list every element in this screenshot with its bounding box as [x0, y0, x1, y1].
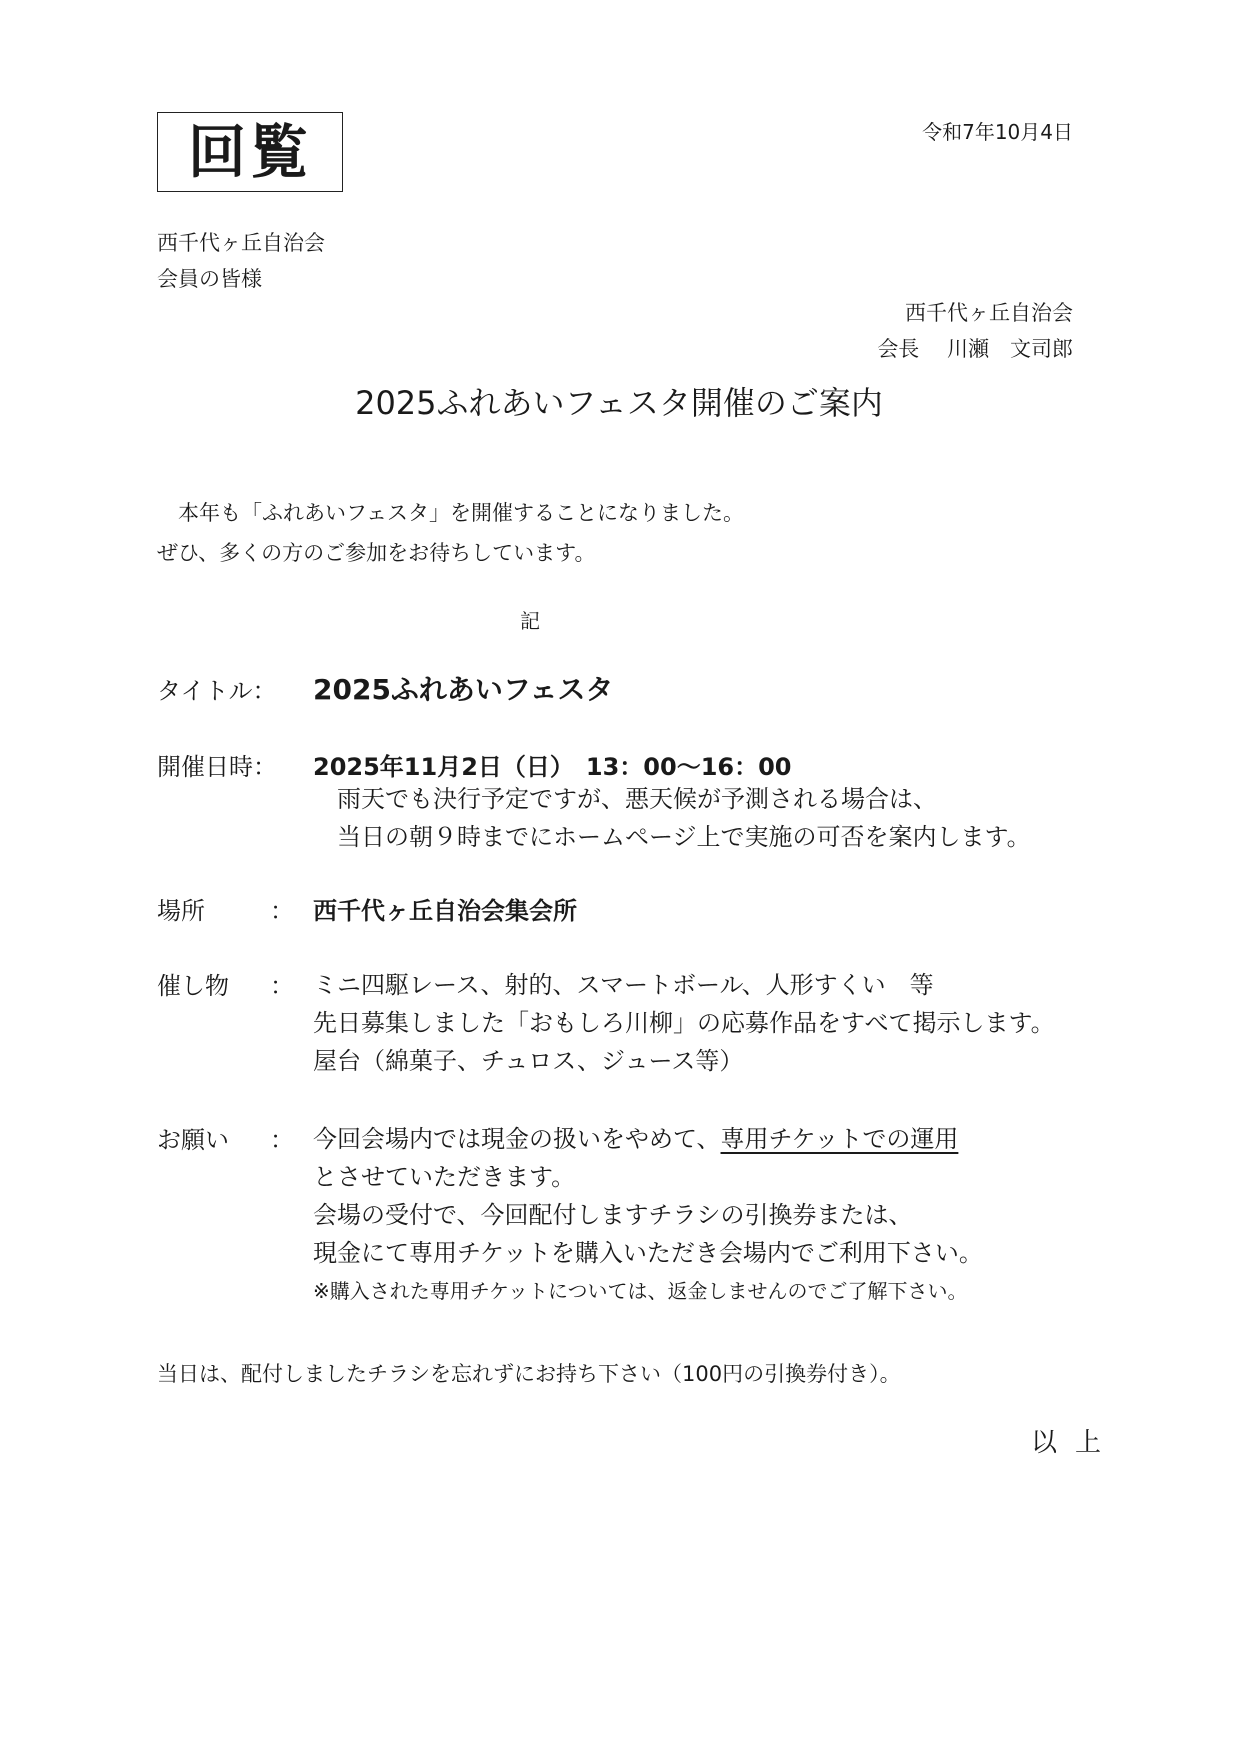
- sender-org: 西千代ヶ丘自治会: [905, 301, 1073, 325]
- intro-line-2: ぜひ、多くの方のご参加をお待ちしています。: [157, 541, 596, 565]
- event-line-1: ミニ四駆レース、射的、スマートボール、人形すくい 等: [313, 971, 934, 999]
- title-value: 2025ふれあいフェスタ: [313, 673, 614, 706]
- sender: [877, 295, 1073, 367]
- date-note-line-1: 雨天でも決行予定ですが、悪天候が予測される場合は、: [313, 785, 937, 813]
- circulation-stamp: [157, 112, 343, 192]
- request-line-1-underlined: 専用チケットでの運用: [720, 1125, 959, 1153]
- date-note: [313, 780, 1031, 856]
- ki-marker: 記: [520, 609, 540, 633]
- request-colon: ：: [270, 1126, 294, 1154]
- addressee-members: 会員の皆様: [157, 267, 262, 291]
- request-line-3: 会場の受付で、今回配付しますチラシの引換券または、: [313, 1201, 913, 1229]
- document-date: 令和7年10月4日: [922, 120, 1073, 144]
- footer-note: 当日は、配付しましたチラシを忘れずにお持ち下さい（100円の引換券付き）。: [157, 1362, 901, 1386]
- place-value: 西千代ヶ丘自治会集会所: [313, 897, 577, 925]
- place-colon: ：: [270, 897, 294, 925]
- intro-paragraph: [157, 493, 744, 573]
- addressee: [157, 225, 325, 297]
- closing-mark: 以上: [1030, 1428, 1119, 1458]
- event-line-3: 屋台（綿菓子、チュロス、ジュース等）: [313, 1047, 744, 1075]
- date-note-line-2: 当日の朝９時までにホームページ上で実施の可否を案内します。: [313, 823, 1031, 851]
- event-colon: ：: [270, 972, 294, 1000]
- event-line-2: 先日募集しました「おもしろ川柳」の応募作品をすべて掲示します。: [313, 1009, 1055, 1037]
- request-label: お願い: [157, 1126, 229, 1154]
- addressee-org: 西千代ヶ丘自治会: [157, 231, 325, 255]
- title-label: タイトル：: [157, 677, 277, 705]
- request-line-2: とさせていただきます。: [313, 1163, 576, 1191]
- event-label: 催し物: [157, 972, 229, 1000]
- place-label: 場所: [157, 897, 205, 925]
- request-line-1-text: 今回会場内では現金の扱いをやめて、: [313, 1125, 721, 1153]
- document-title: [0, 378, 1241, 424]
- request-list: [313, 1120, 983, 1310]
- event-list: [313, 966, 1055, 1080]
- sender-name: 会長 川瀬 文司郎: [877, 337, 1073, 361]
- circulation-stamp-text: 回覧: [187, 118, 312, 186]
- request-line-1: [313, 1120, 983, 1158]
- intro-line-1: 本年も「ふれあいフェスタ」を開催することになりました。: [157, 501, 744, 525]
- request-note: ※購入された専用チケットについては、返金しませんのでご了解下さい。: [313, 1279, 968, 1303]
- request-line-4: 現金にて専用チケットを購入いただき会場内でご利用下さい。: [313, 1239, 983, 1267]
- date-value: 2025年11月2日（日） 13：00～16：00: [313, 753, 792, 781]
- document-title-text: 2025ふれあいフェスタ開催のご案内: [355, 384, 883, 422]
- date-label: 開催日時：: [157, 753, 277, 781]
